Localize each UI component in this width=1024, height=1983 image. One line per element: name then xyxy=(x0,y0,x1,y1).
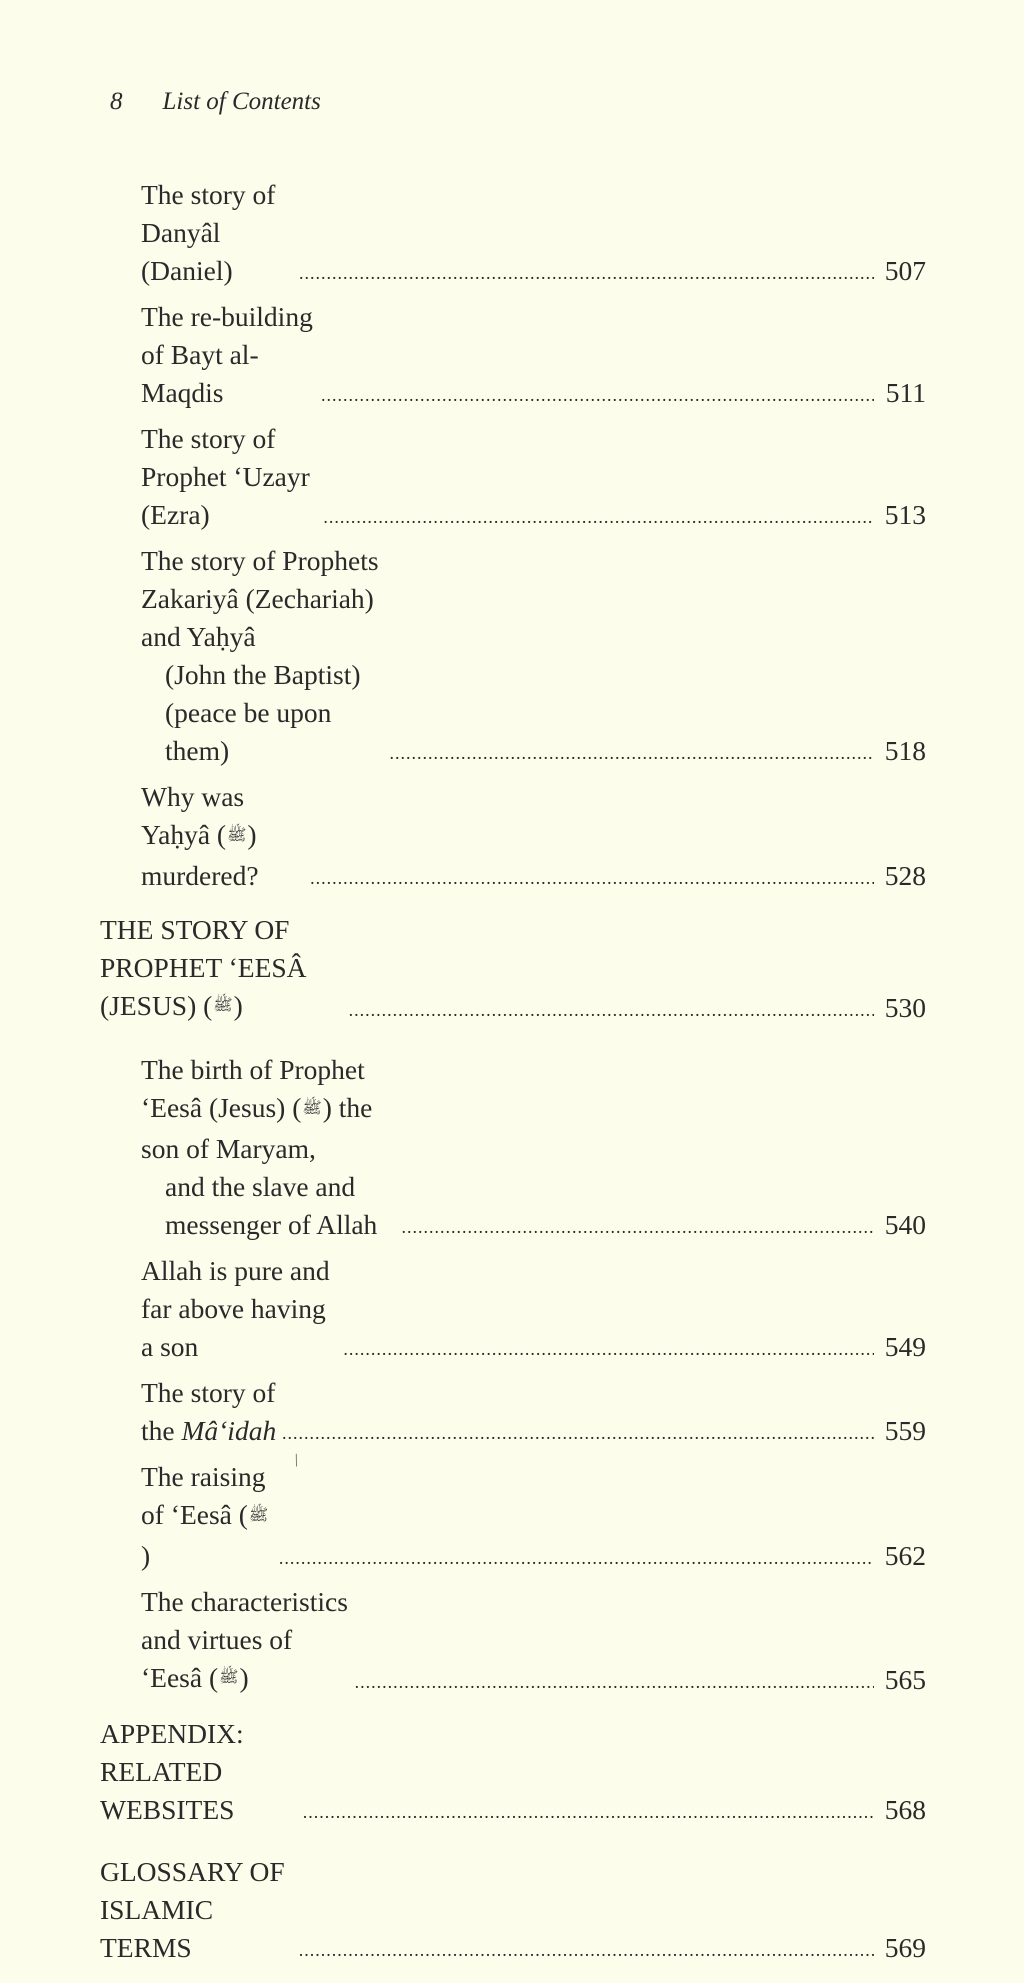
title-text: ) the son of Maryam, xyxy=(141,1092,373,1165)
toc-entry-title: Allah is pure and far above having a son xyxy=(141,1255,330,1363)
title-text: ) xyxy=(239,1661,249,1693)
toc-entry-title xyxy=(141,542,387,770)
title-text: THE STORY OF PROPHET ‘EESÂ (JESUS) ( xyxy=(100,913,307,1021)
toc-entry-page: 565 xyxy=(884,1664,926,1696)
leader-dots xyxy=(349,1000,874,1020)
toc-entry-appendix[interactable] xyxy=(100,1715,926,1829)
honorific-glyph-icon: ﷺ xyxy=(248,1506,269,1524)
toc-entry-maidah[interactable] xyxy=(100,1374,926,1450)
honorific-glyph-icon: ﷺ xyxy=(302,1100,322,1118)
toc-entry-title xyxy=(141,1051,399,1244)
stray-ink-mark: / xyxy=(290,1449,303,1471)
toc-entry-page: 513 xyxy=(884,499,926,530)
title-text: ) murdered? xyxy=(141,819,259,891)
toc-entry-title: The story of Prophet ‘Uzayr (Ezra) xyxy=(141,423,310,530)
leader-dots xyxy=(303,1802,874,1822)
leader-dots xyxy=(323,507,874,527)
toc-entry-page: 528 xyxy=(884,859,926,891)
leader-dots xyxy=(343,1339,874,1359)
toc-entry-page: 562 xyxy=(884,1539,926,1571)
title-text: ) xyxy=(141,1539,151,1571)
title-text: Why was Yaḥyâ ( xyxy=(141,781,245,850)
page-number: 8 xyxy=(110,88,123,115)
toc-entry-title xyxy=(100,911,347,1028)
toc-entry-raising-of-eesa[interactable] xyxy=(100,1458,926,1575)
toc-entry-page: 511 xyxy=(885,377,926,408)
toc-entry-page: 530 xyxy=(884,992,926,1024)
leader-dots xyxy=(321,385,874,405)
title-text: The raising of ‘Eesâ ( xyxy=(141,1461,266,1531)
title-text: The birth of Prophet ‘Eesâ (Jesus) ( xyxy=(141,1054,365,1124)
toc-entry-title-line2: (John the Baptist) (peace be upon them) xyxy=(165,659,361,766)
toc-entry-title: APPENDIX: RELATED WEBSITES xyxy=(100,1718,244,1826)
honorific-glyph-icon: ﷺ xyxy=(213,997,233,1015)
leader-dots xyxy=(355,1672,874,1692)
toc-entry-page: 540 xyxy=(884,1209,926,1241)
toc-entry-page: 569 xyxy=(884,1932,926,1964)
toc-entry-title xyxy=(141,1458,277,1575)
toc-entry-title xyxy=(141,1583,353,1700)
toc-entry-bayt-al-maqdis[interactable] xyxy=(100,298,926,412)
leader-dots xyxy=(401,1217,874,1237)
leader-dots xyxy=(389,743,874,763)
toc-entry-title-line1: The story of Prophets Zakariyâ (Zechariah) and Yaḥyâ xyxy=(141,545,379,652)
toc-entry-title: The story of Danyâl (Daniel) xyxy=(141,179,276,286)
toc-entry-danyal[interactable] xyxy=(100,176,926,290)
toc-entry-title: GLOSSARY OF ISLAMIC TERMS xyxy=(100,1856,285,1964)
leader-dots xyxy=(279,1548,874,1568)
toc-entry-zakariya-yahya[interactable] xyxy=(100,542,926,770)
leader-dots xyxy=(282,1423,874,1443)
toc-entry-title xyxy=(141,778,308,895)
toc-entry-yahya-murdered[interactable] xyxy=(100,778,926,895)
toc-entry-page: 568 xyxy=(884,1794,926,1826)
leader-dots xyxy=(299,1940,874,1960)
running-head xyxy=(110,88,321,116)
honorific-glyph-icon: ﷺ xyxy=(219,1669,239,1687)
toc-entry-title: The re-building of Bayt al-Maqdis xyxy=(141,301,313,408)
toc-entry-page: 518 xyxy=(884,735,926,766)
leader-dots xyxy=(299,263,874,283)
toc-entry-title-line2: and the slave and messenger of Allah xyxy=(165,1171,378,1241)
toc-entry-page: 559 xyxy=(884,1415,926,1447)
toc-entry-title-line1 xyxy=(141,1054,372,1164)
title-text-italic: Mâ‘idah xyxy=(181,1415,277,1447)
table-of-contents xyxy=(100,176,926,1983)
toc-entry-uzayr[interactable] xyxy=(100,420,926,534)
toc-entry-title xyxy=(141,1374,280,1450)
toc-entry-glossary[interactable] xyxy=(100,1853,926,1967)
leader-dots xyxy=(310,868,874,888)
title-text: ) xyxy=(233,989,243,1021)
honorific-glyph-icon: ﷺ xyxy=(227,826,247,844)
toc-entry-allah-pure[interactable] xyxy=(100,1252,926,1366)
toc-entry-page: 549 xyxy=(884,1331,926,1363)
title-text: The characteristics and virtues of ‘Eesâ ( xyxy=(141,1585,348,1693)
title-text: The story of the xyxy=(141,1377,276,1447)
toc-entry-birth-of-eesa[interactable] xyxy=(100,1051,926,1244)
toc-entry-story-of-eesa[interactable] xyxy=(100,911,926,1028)
toc-entry-page: 507 xyxy=(884,255,926,286)
toc-entry-virtues-of-eesa[interactable] xyxy=(100,1583,926,1700)
running-title: List of Contents xyxy=(162,88,321,115)
